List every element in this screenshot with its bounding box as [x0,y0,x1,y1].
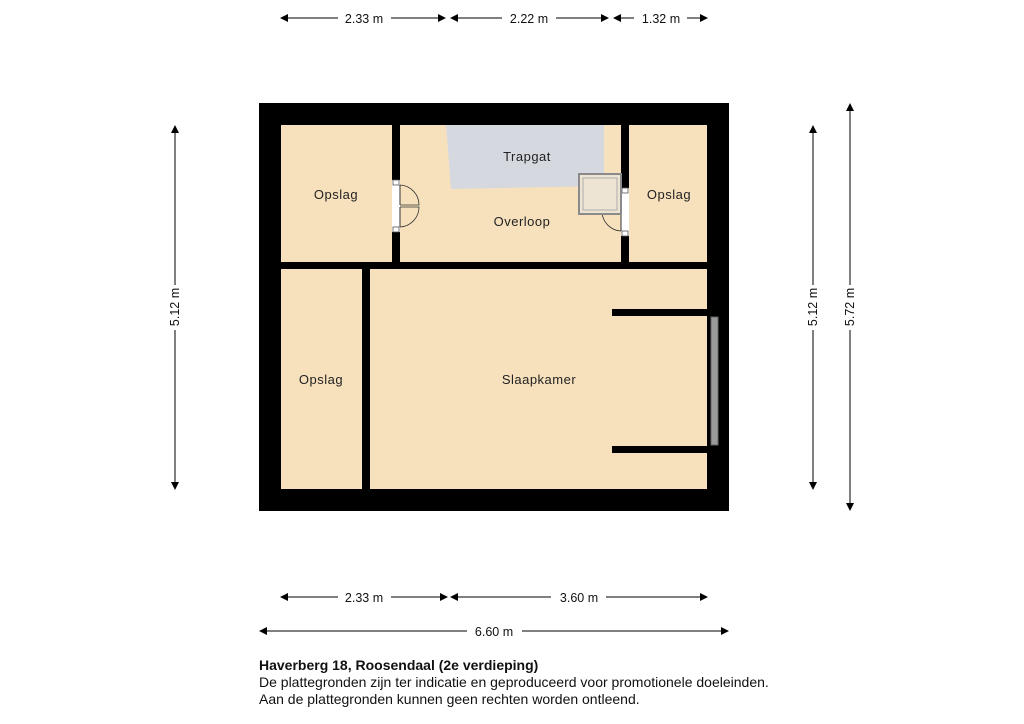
svg-text:3.60 m: 3.60 m [559,591,599,605]
label-slaapkamer: Slaapkamer [501,372,577,387]
dimension-bottom-2 [451,591,707,605]
caption-disclaimer-1: De plattegronden zijn ter indicatie en geproduceerd voor promotionele doeleinden. [259,674,769,690]
svg-text:5.72 m: 5.72 m [843,287,857,327]
hatch-box [579,174,621,214]
dimension-bottom-1 [281,591,447,605]
svg-text:6.60 m: 6.60 m [474,625,514,639]
label-opslag-top-right: Opslag [646,187,692,202]
dimension-top-3 [614,12,707,26]
caption-disclaimer-2: Aan de plattegronden kunnen geen rechten worden ontleend. [259,691,640,707]
dimension-top-2 [451,12,608,26]
dimension-right-outer [843,104,857,510]
caption-title: Haverberg 18, Roosendaal (2e verdieping) [259,657,539,673]
dimension-left-height [168,126,182,489]
caption [259,657,769,708]
dormer-window [711,317,718,445]
dimension-bottom-total [260,625,728,639]
svg-text:1.32 m: 1.32 m [641,12,681,26]
label-opslag-bottom-left: Opslag [298,372,344,387]
label-trapgat: Trapgat [503,149,551,164]
svg-text:2.22 m: 2.22 m [509,12,549,26]
svg-text:2.33 m: 2.33 m [344,591,384,605]
dimension-right-inner [806,126,820,489]
dimension-top-1 [281,12,445,26]
svg-text:5.12 m: 5.12 m [168,287,182,327]
svg-text:2.33 m: 2.33 m [344,12,384,26]
label-opslag-top-left: Opslag [313,187,359,202]
svg-text:5.12 m: 5.12 m [806,287,820,327]
label-overloop: Overloop [493,214,551,229]
